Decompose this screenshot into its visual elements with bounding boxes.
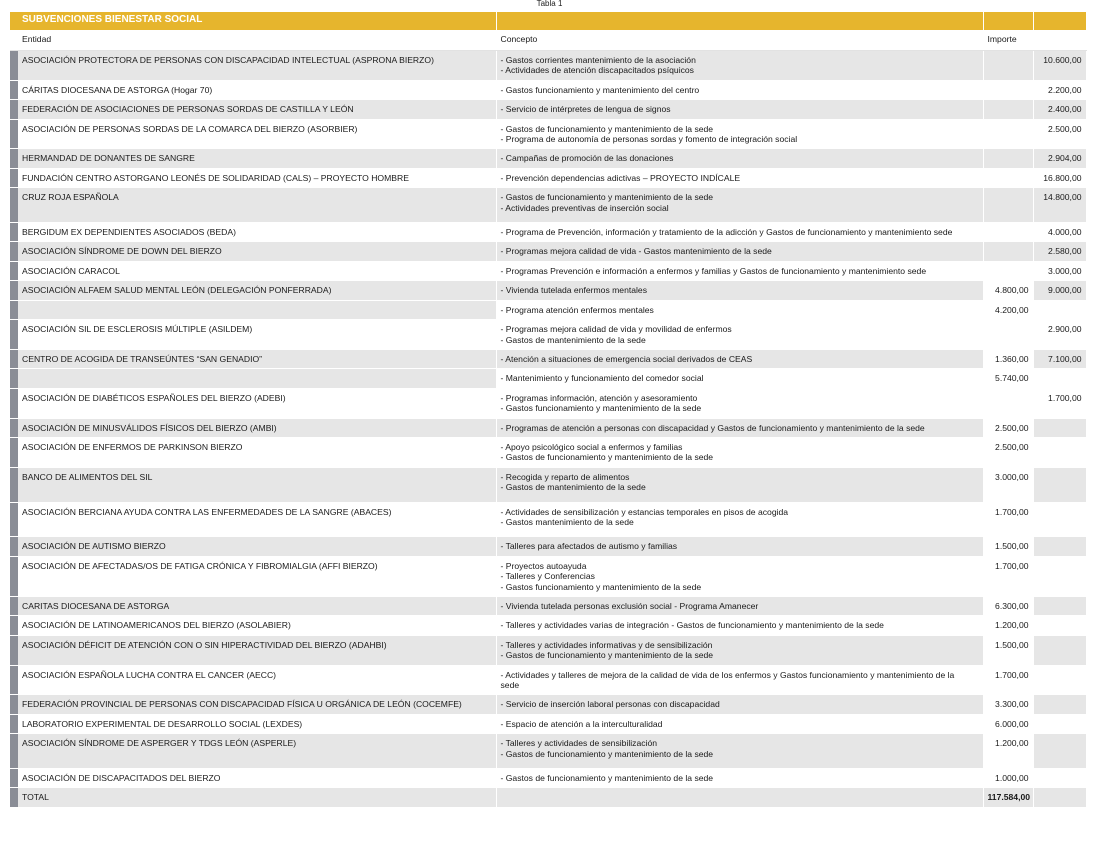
total-amount-cell: 9.000,00 xyxy=(1033,281,1086,300)
concept-line: - Actividades de sensibilización y estancias temporales en pisos de acogida xyxy=(500,506,789,517)
row-side-cell xyxy=(10,467,18,502)
concept-line: - Gastos de funcionamiento y mantenimiento de la sede xyxy=(500,650,714,661)
partial-amount-cell xyxy=(983,119,1033,149)
partial-amount-cell xyxy=(983,320,1033,350)
entity-cell: CARITAS DIOCESANA DE ASTORGA xyxy=(18,597,496,616)
concept-line: - Vivienda tutelada enfermos mentales xyxy=(500,285,647,296)
concept-line: - Gastos funcionamiento y mantenimiento de la sede xyxy=(500,581,702,592)
partial-amount-cell xyxy=(983,100,1033,119)
concept-line: - Servicio de inserción laboral personas con discapacidad xyxy=(500,699,720,710)
entity-cell: HERMANDAD DE DONANTES DE SANGRE xyxy=(18,149,496,168)
concept-cell xyxy=(496,769,983,788)
concept-line: - Talleres y actividades varias de integración - Gastos de funcionamiento y mantenimiento de la sede xyxy=(500,620,884,631)
table-title: SUBVENCIONES BIENESTAR SOCIAL xyxy=(18,12,496,31)
header-concept: Concepto xyxy=(496,31,983,51)
partial-amount-cell: 1.500,00 xyxy=(983,537,1033,556)
partial-amount-cell: 1.500,00 xyxy=(983,635,1033,665)
entity-cell: ASOCIACIÓN DÉFICIT DE ATENCIÓN CON O SIN HIPERACTIVIDAD DEL BIERZO (ADAHBI) xyxy=(18,635,496,665)
title-filler xyxy=(496,12,983,31)
total-amount-cell: 14.800,00 xyxy=(1033,188,1086,223)
entity-cell: ASOCIACIÓN DE ENFERMOS DE PARKINSON BIERZO xyxy=(18,437,496,467)
concept-line: - Talleres para afectados de autismo y familias xyxy=(500,541,678,552)
row-side-cell xyxy=(10,80,18,99)
partial-amount-cell xyxy=(983,188,1033,223)
header-filler xyxy=(1033,31,1086,51)
total-amount-cell: 2.904,00 xyxy=(1033,149,1086,168)
entity-cell: ASOCIACIÓN CARACOL xyxy=(18,261,496,280)
total-amount-cell xyxy=(1033,437,1086,467)
table-row xyxy=(10,149,1086,168)
partial-amount-cell xyxy=(983,51,1033,81)
concept-cell xyxy=(496,80,983,99)
row-side-cell xyxy=(10,537,18,556)
entity-cell: ASOCIACIÓN SÍNDROME DE DOWN DEL BIERZO xyxy=(18,242,496,261)
partial-amount-cell: 1.700,00 xyxy=(983,502,1033,537)
entity-cell: ASOCIACIÓN SIL DE ESCLEROSIS MÚLTIPLE (ASILDEM) xyxy=(18,320,496,350)
concept-line: - Servicio de intérpretes de lengua de signos xyxy=(500,104,671,115)
concept-cell xyxy=(496,223,983,242)
total-amount-cell xyxy=(1033,537,1086,556)
concept-cell xyxy=(496,502,983,537)
row-side-cell xyxy=(10,769,18,788)
table-row xyxy=(10,100,1086,119)
total-amount-cell xyxy=(1033,635,1086,665)
entity-cell: FEDERACIÓN DE ASOCIACIONES DE PERSONAS SORDAS DE CASTILLA Y LEÓN xyxy=(18,100,496,119)
concept-cell xyxy=(496,188,983,223)
total-amount-cell xyxy=(1033,597,1086,616)
concept-line: - Actividades de atención discapacitados psíquicos xyxy=(500,65,694,76)
partial-amount-cell xyxy=(983,149,1033,168)
table-row xyxy=(10,261,1086,280)
row-side-cell xyxy=(10,616,18,635)
concept-cell xyxy=(496,665,983,695)
concept-line: - Programas Prevención e información a enfermos y familias y Gastos de funcionamiento y mantenimiento sede xyxy=(500,265,927,276)
partial-amount-cell: 1.000,00 xyxy=(983,769,1033,788)
table-row xyxy=(10,437,1086,467)
partial-amount-cell: 1.700,00 xyxy=(983,556,1033,596)
concept-line: - Programas información, atención y asesoramiento xyxy=(500,392,698,403)
concept-line: - Programa de autonomía de personas sordas y fomento de integración social xyxy=(500,134,798,145)
partial-amount-cell: 2.500,00 xyxy=(983,437,1033,467)
table-row xyxy=(10,665,1086,695)
entity-cell: CÁRITAS DIOCESANA DE ASTORGA (Hogar 70) xyxy=(18,80,496,99)
row-side-cell xyxy=(10,635,18,665)
concept-cell xyxy=(496,537,983,556)
concept-line: - Gastos de mantenimiento de la sede xyxy=(500,334,646,345)
entity-cell: ASOCIACIÓN DE LATINOAMERICANOS DEL BIERZO (ASOLABIER) xyxy=(18,616,496,635)
entity-cell: ASOCIACIÓN SÍNDROME DE ASPERGER Y TDGS LEÓN (ASPERLE) xyxy=(18,734,496,769)
concept-line: - Recogida y reparto de alimentos xyxy=(500,471,630,482)
concept-line: - Gastos de funcionamiento y mantenimiento de la sede xyxy=(500,748,714,759)
concept-line: - Prevención dependencias adictivas – PROYECTO INDÍCALE xyxy=(500,172,741,183)
table-row xyxy=(10,51,1086,81)
entity-cell: ASOCIACIÓN DE MINUSVÁLIDOS FÍSICOS DEL BIERZO (AMBI) xyxy=(18,418,496,437)
entity-cell: FEDERACIÓN PROVINCIAL DE PERSONAS CON DISCAPACIDAD FÍSICA U ORGÁNICA DE LEÓN (COCEMFE) xyxy=(18,695,496,714)
table-row xyxy=(10,242,1086,261)
table-caption: Tabla 1 xyxy=(536,0,563,8)
concept-line: - Gastos de funcionamiento y mantenimiento de la sede xyxy=(500,452,714,463)
title-side-cell xyxy=(10,12,18,31)
row-side-cell xyxy=(10,188,18,223)
table-row xyxy=(10,418,1086,437)
partial-amount-cell: 1.200,00 xyxy=(983,734,1033,769)
table-total-row xyxy=(10,788,1086,807)
row-side-cell xyxy=(10,261,18,280)
concept-cell xyxy=(496,261,983,280)
concept-line: - Programas mejora calidad de vida y movilidad de enfermos xyxy=(500,324,732,335)
partial-amount-cell xyxy=(983,242,1033,261)
row-side-cell xyxy=(10,734,18,769)
row-side-cell xyxy=(10,388,18,418)
total-amount-cell: 2.400,00 xyxy=(1033,100,1086,119)
total-amount-cell xyxy=(1033,695,1086,714)
table-row xyxy=(10,349,1086,368)
partial-amount-cell: 4.200,00 xyxy=(983,300,1033,319)
row-side-cell xyxy=(10,119,18,149)
partial-amount-cell: 4.800,00 xyxy=(983,281,1033,300)
total-amount-cell: 7.100,00 xyxy=(1033,349,1086,368)
table-row xyxy=(10,635,1086,665)
total-amount-cell xyxy=(1033,369,1086,388)
entity-cell: ASOCIACIÓN DE AUTISMO BIERZO xyxy=(18,537,496,556)
title-filler xyxy=(983,12,1033,31)
total-amount-cell: 4.000,00 xyxy=(1033,223,1086,242)
concept-line: - Gastos funcionamiento y mantenimiento de la sede xyxy=(500,403,702,414)
concept-cell xyxy=(496,300,983,319)
table-row xyxy=(10,537,1086,556)
entity-cell: BANCO DE ALIMENTOS DEL SIL xyxy=(18,467,496,502)
partial-amount-cell: 1.200,00 xyxy=(983,616,1033,635)
concept-line: - Gastos de funcionamiento y mantenimiento de la sede xyxy=(500,192,714,203)
partial-amount-cell: 5.740,00 xyxy=(983,369,1033,388)
table-row xyxy=(10,281,1086,300)
total-amount-cell: 2.500,00 xyxy=(1033,119,1086,149)
concept-line: - Gastos de funcionamiento y mantenimiento de la sede xyxy=(500,123,714,134)
row-side-cell xyxy=(10,149,18,168)
partial-amount-cell: 6.300,00 xyxy=(983,597,1033,616)
concept-line: - Gastos corrientes mantenimiento de la asociación xyxy=(500,55,696,65)
total-amount-cell: 16.800,00 xyxy=(1033,168,1086,187)
concept-line: - Campañas de promoción de las donaciones xyxy=(500,153,674,164)
title-filler xyxy=(1033,12,1086,31)
concept-line: - Programa de Prevención, información y tratamiento de la adicción y Gastos de funcionamiento y mantenimiento sede xyxy=(500,227,953,238)
table-row xyxy=(10,734,1086,769)
concept-line: - Mantenimiento y funcionamiento del comedor social xyxy=(500,373,704,384)
total-label: TOTAL xyxy=(18,788,496,807)
total-amount-cell xyxy=(1033,616,1086,635)
table-title-row xyxy=(10,12,1086,31)
entity-cell: CRUZ ROJA ESPAÑOLA xyxy=(18,188,496,223)
entity-cell xyxy=(18,369,496,388)
table-row xyxy=(10,80,1086,99)
total-amount-cell: 2.580,00 xyxy=(1033,242,1086,261)
table-row xyxy=(10,502,1086,537)
entity-cell: ASOCIACIÓN DE PERSONAS SORDAS DE LA COMARCA DEL BIERZO (ASORBIER) xyxy=(18,119,496,149)
total-amount-cell xyxy=(1033,665,1086,695)
total-amount-cell xyxy=(1033,734,1086,769)
partial-amount-cell: 3.000,00 xyxy=(983,467,1033,502)
table-row xyxy=(10,188,1086,223)
total-amount-cell xyxy=(1033,418,1086,437)
table-row xyxy=(10,119,1086,149)
concept-cell xyxy=(496,119,983,149)
total-amount-cell: 3.000,00 xyxy=(1033,261,1086,280)
total-amount-cell: 1.700,00 xyxy=(1033,388,1086,418)
concept-cell xyxy=(496,51,983,81)
total-side-cell xyxy=(10,788,18,807)
concept-line: - Atención a situaciones de emergencia social derivados de CEAS xyxy=(500,353,753,364)
header-side-cell xyxy=(10,31,18,51)
table-row xyxy=(10,556,1086,596)
concept-cell xyxy=(496,597,983,616)
partial-amount-cell xyxy=(983,223,1033,242)
concept-cell xyxy=(496,616,983,635)
total-amount-cell: 2.900,00 xyxy=(1033,320,1086,350)
row-side-cell xyxy=(10,349,18,368)
concept-line: - Apoyo psicológico social a enfermos y familias xyxy=(500,441,683,452)
table-row xyxy=(10,388,1086,418)
entity-cell: CENTRO DE ACOGIDA DE TRANSEÚNTES “SAN GENADIO” xyxy=(18,349,496,368)
total-amount-cell xyxy=(1033,300,1086,319)
concept-line: - Talleres y actividades informativas y de sensibilización xyxy=(500,639,713,650)
partial-amount-cell: 1.700,00 xyxy=(983,665,1033,695)
table-subrow xyxy=(10,300,1086,319)
entity-cell: LABORATORIO EXPERIMENTAL DE DESARROLLO SOCIAL (LEXDES) xyxy=(18,714,496,733)
partial-amount-cell: 3.300,00 xyxy=(983,695,1033,714)
concept-line: - Talleres y Conferencias xyxy=(500,571,595,582)
concept-cell xyxy=(496,556,983,596)
row-side-cell xyxy=(10,168,18,187)
total-amount-cell xyxy=(1033,714,1086,733)
row-side-cell xyxy=(10,437,18,467)
row-side-cell xyxy=(10,556,18,596)
concept-line: - Actividades y talleres de mejora de la calidad de vida de los enfermos y Gastos funcionamiento y mantenimiento de la xyxy=(500,669,955,680)
row-side-cell xyxy=(10,597,18,616)
total-filler xyxy=(1033,788,1086,807)
concept-cell xyxy=(496,100,983,119)
table-row xyxy=(10,223,1086,242)
concept-cell xyxy=(496,437,983,467)
entity-cell: ASOCIACIÓN BERCIANA AYUDA CONTRA LAS ENFERMEDADES DE LA SANGRE (ABACES) xyxy=(18,502,496,537)
row-side-cell xyxy=(10,100,18,119)
row-side-cell xyxy=(10,242,18,261)
row-side-cell xyxy=(10,714,18,733)
total-amount-cell xyxy=(1033,467,1086,502)
concept-line: - Gastos de mantenimiento de la sede xyxy=(500,482,646,493)
partial-amount-cell xyxy=(983,388,1033,418)
entity-cell: ASOCIACIÓN DE DIABÉTICOS ESPAÑOLES DEL BIERZO (ADEBI) xyxy=(18,388,496,418)
concept-line: - Espacio de atención a la interculturalidad xyxy=(500,718,663,729)
concept-cell xyxy=(496,418,983,437)
concept-line: - Gastos mantenimiento de la sede xyxy=(500,516,634,527)
row-side-cell xyxy=(10,369,18,388)
concept-cell xyxy=(496,388,983,418)
concept-cell xyxy=(496,369,983,388)
row-side-cell xyxy=(10,300,18,319)
entity-cell: BERGIDUM EX DEPENDIENTES ASOCIADOS (BEDA) xyxy=(18,223,496,242)
concept-line: - Programas mejora calidad de vida - Gastos mantenimiento de la sede xyxy=(500,246,772,257)
concept-cell xyxy=(496,695,983,714)
concept-cell xyxy=(496,281,983,300)
row-side-cell xyxy=(10,418,18,437)
row-side-cell xyxy=(10,223,18,242)
table-header-row xyxy=(10,31,1086,51)
partial-amount-cell: 1.360,00 xyxy=(983,349,1033,368)
concept-cell xyxy=(496,467,983,502)
concept-cell xyxy=(496,168,983,187)
table-row xyxy=(10,695,1086,714)
entity-cell: ASOCIACIÓN ALFAEM SALUD MENTAL LEÓN (DELEGACIÓN PONFERRADA) xyxy=(18,281,496,300)
entity-cell: ASOCIACIÓN DE DISCAPACITADOS DEL BIERZO xyxy=(18,769,496,788)
partial-amount-cell: 6.000,00 xyxy=(983,714,1033,733)
entity-cell: ASOCIACIÓN ESPAÑOLA LUCHA CONTRA EL CANCER (AECC) xyxy=(18,665,496,695)
concept-cell xyxy=(496,734,983,769)
concept-cell xyxy=(496,320,983,350)
row-side-cell xyxy=(10,665,18,695)
total-amount-cell: 10.600,00 xyxy=(1033,51,1086,81)
total-filler xyxy=(496,788,983,807)
subsidies-table xyxy=(10,12,1087,808)
table-row xyxy=(10,320,1086,350)
total-amount-cell xyxy=(1033,502,1086,537)
row-side-cell xyxy=(10,695,18,714)
concept-cell xyxy=(496,242,983,261)
row-side-cell xyxy=(10,320,18,350)
table-subrow xyxy=(10,369,1086,388)
row-side-cell xyxy=(10,281,18,300)
header-amount: Importe xyxy=(983,31,1033,51)
header-entity: Entidad xyxy=(18,31,496,51)
concept-line: - Programa atención enfermos mentales xyxy=(500,304,654,315)
concept-line: sede xyxy=(500,680,520,691)
entity-cell: FUNDACIÓN CENTRO ASTORGANO LEONÉS DE SOLIDARIDAD (CALS) – PROYECTO HOMBRE xyxy=(18,168,496,187)
row-side-cell xyxy=(10,51,18,81)
partial-amount-cell xyxy=(983,80,1033,99)
table-row xyxy=(10,769,1086,788)
concept-line: - Actividades preventivas de inserción social xyxy=(500,202,669,213)
table-row xyxy=(10,616,1086,635)
row-side-cell xyxy=(10,502,18,537)
entity-cell xyxy=(18,300,496,319)
table-row xyxy=(10,597,1086,616)
concept-cell xyxy=(496,149,983,168)
entity-cell: ASOCIACIÓN DE AFECTADAS/OS DE FATIGA CRÓNICA Y FIBROMIALGIA (AFFI BIERZO) xyxy=(18,556,496,596)
concept-line: - Programas de atención a personas con discapacidad y Gastos de funcionamiento y mantenimiento de la sede xyxy=(500,422,925,433)
concept-line: - Talleres y actividades de sensibilización xyxy=(500,738,658,749)
total-amount-cell xyxy=(1033,556,1086,596)
concept-line: - Vivienda tutelada personas exclusión social - Programa Amanecer xyxy=(500,601,759,611)
concept-line: - Gastos funcionamiento y mantenimiento del centro xyxy=(500,84,700,95)
partial-amount-cell xyxy=(983,261,1033,280)
concept-cell xyxy=(496,349,983,368)
concept-line: - Gastos de funcionamiento y mantenimiento de la sede xyxy=(500,773,714,784)
concept-cell xyxy=(496,714,983,733)
total-amount-cell: 2.200,00 xyxy=(1033,80,1086,99)
partial-amount-cell xyxy=(983,168,1033,187)
partial-amount-cell: 2.500,00 xyxy=(983,418,1033,437)
concept-line: - Proyectos autoayuda xyxy=(500,560,587,571)
table-row xyxy=(10,168,1086,187)
concept-cell xyxy=(496,635,983,665)
table-row xyxy=(10,467,1086,502)
total-amount-cell xyxy=(1033,769,1086,788)
entity-cell: ASOCIACIÓN PROTECTORA DE PERSONAS CON DISCAPACIDAD INTELECTUAL (ASPRONA BIERZO) xyxy=(18,51,496,81)
grand-total-amount: 117.584,00 xyxy=(983,788,1033,807)
table-row xyxy=(10,714,1086,733)
